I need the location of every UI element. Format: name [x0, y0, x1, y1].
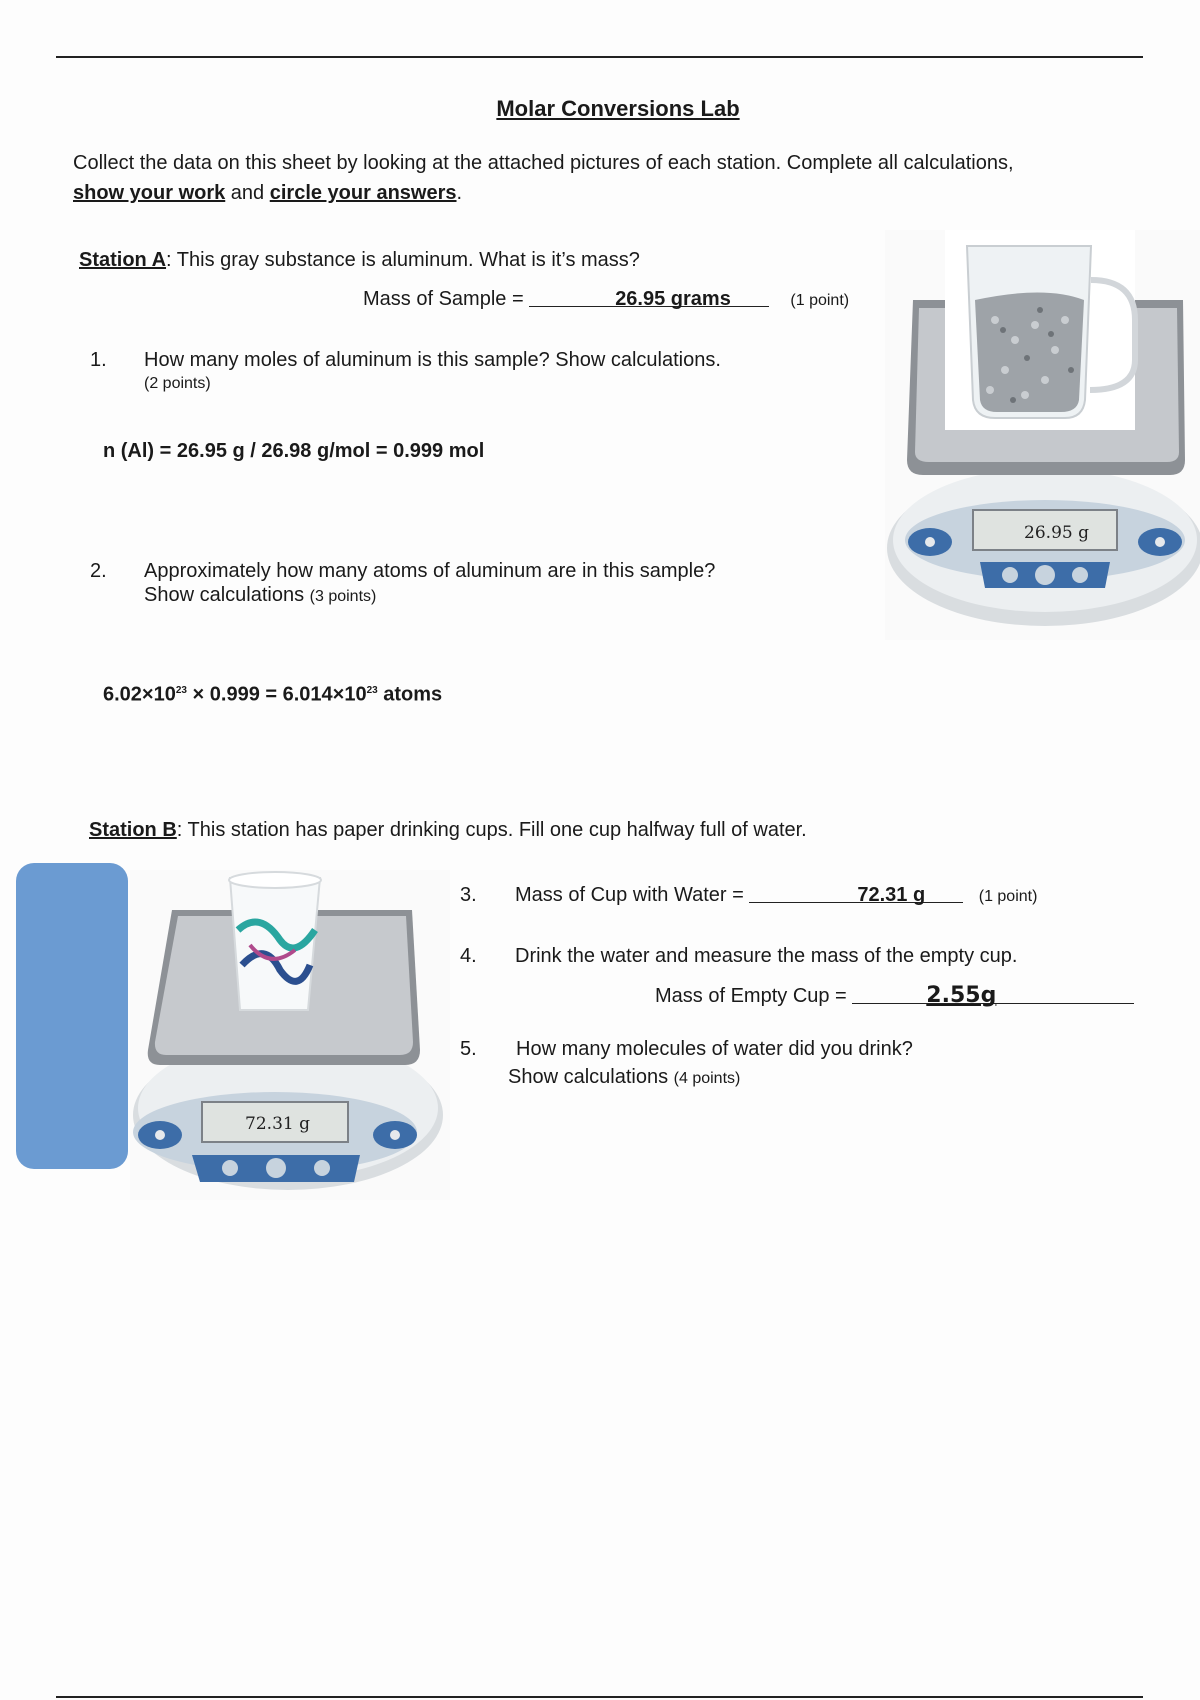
- q2-show-calc: Show calculations: [144, 584, 305, 606]
- top-rule: [56, 56, 1143, 58]
- q1-text: How many moles of aluminum is this sample? Show calculations.: [144, 349, 721, 371]
- mass-of-sample-label: Mass of Sample =: [363, 288, 530, 310]
- mass-of-sample-field: 26.95 grams: [529, 284, 769, 307]
- station-a-prompt: : This gray substance is aluminum. What is it’s mass?: [166, 249, 640, 271]
- q1-answer: n (Al) = 26.95 g / 26.98 g/mol = 0.999 mol: [103, 440, 485, 462]
- show-work-text: show your work: [73, 182, 226, 204]
- q1-number: 1.: [90, 349, 107, 371]
- q3-label: Mass of Cup with Water =: [515, 884, 750, 906]
- q2-ans-part1: 6.02×10: [103, 683, 176, 706]
- q2-ans-part2: × 0.999 = 6.014×10: [186, 683, 367, 706]
- q4-label: Mass of Empty Cup =: [655, 985, 853, 1007]
- q2-ans-part3: atoms: [377, 683, 443, 706]
- cup-scale-display: 72.31 g: [245, 1114, 310, 1134]
- intro-line-1: Collect the data on this sheet by looking at the attached pictures of each station. Complete all calculations,: [73, 152, 1014, 174]
- mass-of-sample-line: [363, 284, 849, 316]
- q3-line: [515, 880, 1037, 912]
- q5-number: 5.: [460, 1038, 477, 1060]
- station-b-heading: [89, 815, 807, 845]
- q5-text-line2: [508, 1062, 740, 1094]
- q5-text: How many molecules of water did you drink?: [516, 1038, 913, 1060]
- intro-line-2: [73, 178, 1173, 208]
- station-b-label: Station B: [89, 819, 177, 841]
- q2-text: Approximately how many atoms of aluminum are in this sample?: [144, 560, 716, 582]
- q5-show-calc: Show calculations: [508, 1066, 669, 1088]
- cup-scale-image: [130, 870, 450, 1200]
- aluminum-scale-display: 26.95 g: [1024, 523, 1089, 543]
- q2-text-line2: [144, 580, 376, 612]
- q2-ans-exp1: 23: [175, 685, 187, 696]
- q3-number: 3.: [460, 884, 477, 906]
- q2-points: (3 points): [309, 588, 377, 605]
- intro-paragraph: [73, 148, 1173, 208]
- q4-field: 2.55g: [852, 981, 1134, 1004]
- station-a-heading: [79, 245, 640, 275]
- station-a-label: Station A: [79, 249, 167, 271]
- circle-answers-text: circle your answers: [269, 182, 457, 204]
- q2-ans-exp2: 23: [366, 685, 378, 696]
- page-title: Molar Conversions Lab: [496, 96, 740, 121]
- q3-points: (1 point): [978, 888, 1038, 905]
- aluminum-scale-image: [885, 230, 1200, 640]
- intro-period: .: [456, 182, 463, 204]
- intro-and: and: [225, 182, 270, 204]
- q2-number: 2.: [90, 560, 107, 582]
- q3-field: 72.31 g: [749, 880, 963, 903]
- bottom-rule: [56, 1696, 1143, 1698]
- q1-points: (2 points): [144, 375, 211, 392]
- q4-text: Drink the water and measure the mass of the empty cup.: [515, 945, 1018, 967]
- station-b-prompt: : This station has paper drinking cups. Fill one cup halfway full of water.: [176, 819, 807, 841]
- mass-points: (1 point): [790, 292, 850, 309]
- q5-points: (4 points): [673, 1070, 741, 1087]
- q4-line: [655, 981, 1134, 1011]
- q4-number: 4.: [460, 945, 477, 967]
- blue-tab-decoration: [16, 863, 128, 1169]
- q2-answer: [103, 676, 442, 710]
